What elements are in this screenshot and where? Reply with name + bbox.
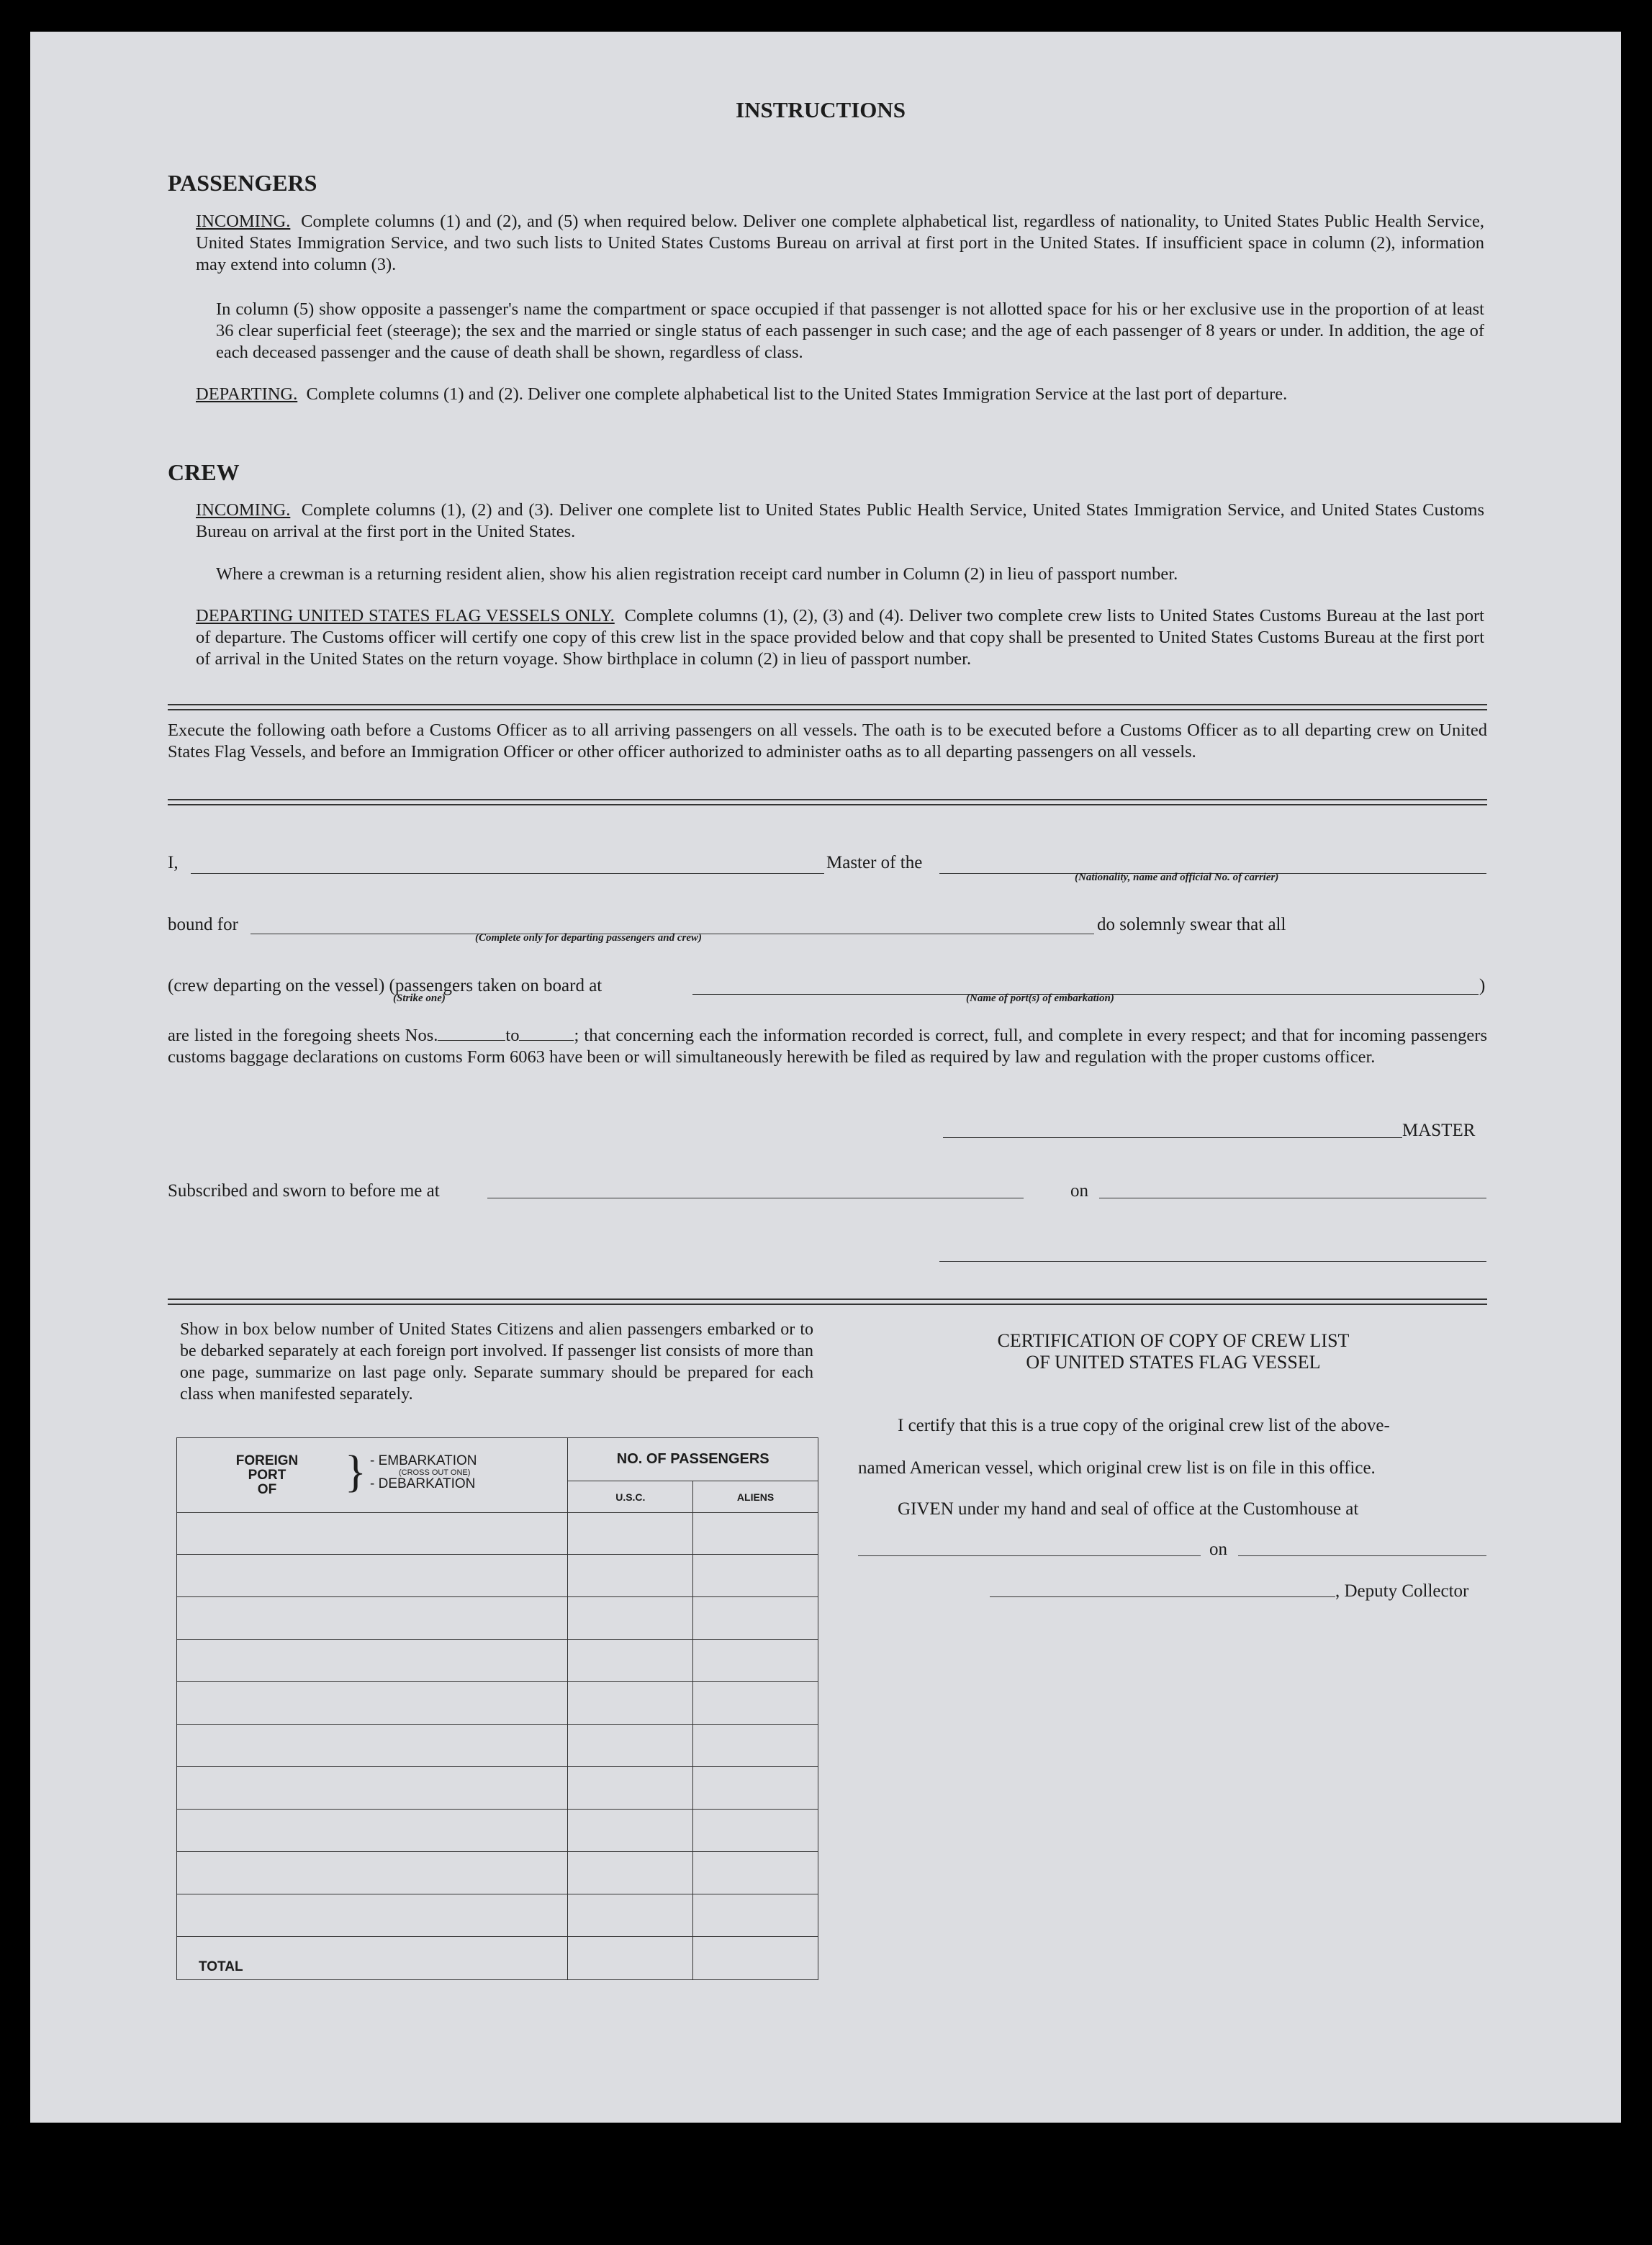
master-label: MASTER — [1402, 1121, 1476, 1140]
aliens-cell[interactable] — [693, 1725, 818, 1767]
passenger-summary-table — [176, 1437, 818, 1980]
aliens-cell[interactable] — [693, 1894, 818, 1937]
port-cell[interactable] — [177, 1555, 568, 1597]
cross-out-note: (CROSS OUT ONE) — [399, 1468, 471, 1477]
aliens-cell[interactable] — [693, 1767, 818, 1810]
sheet-to-field[interactable] — [519, 1040, 574, 1041]
crew-departing-paragraph — [196, 605, 1484, 670]
crew-passengers-label: (crew departing on the vessel) (passengers taken on board at — [168, 976, 602, 995]
certification-text-1: I certify that this is a true copy of the original crew list of the above- — [898, 1416, 1390, 1435]
passengers-departing-text: Complete columns (1) and (2). Deliver one complete alphabetical list to the United States Immigration Service at the last port of departure. — [306, 384, 1288, 404]
aliens-total-cell[interactable] — [693, 1937, 818, 1980]
departing-note: (Complete only for departing passengers and crew) — [475, 932, 702, 944]
oath-statement — [168, 1025, 1487, 1068]
port-cell[interactable] — [177, 1894, 568, 1937]
certification-on-label: on — [1209, 1540, 1227, 1559]
port-cell[interactable] — [177, 1640, 568, 1682]
master-of-the-label: Master of the — [826, 853, 923, 872]
passengers-departing-paragraph — [196, 384, 1484, 405]
header-port-cell — [177, 1438, 568, 1513]
crew-incoming-label: INCOMING. — [196, 500, 291, 520]
divider — [168, 704, 1487, 710]
crew-incoming-paragraph — [196, 500, 1484, 543]
usc-cell[interactable] — [568, 1725, 693, 1767]
port-cell[interactable] — [177, 1682, 568, 1725]
port-cell[interactable] — [177, 1597, 568, 1640]
certification-title-line2: OF UNITED STATES FLAG VESSEL — [1026, 1352, 1321, 1373]
passengers-incoming-text: Complete columns (1) and (2), and (5) when required below. Deliver one complete alphabetical list, regardless of nationality, to United States Public Health Service, United States Immigration Service, and two such lists to United States Customs Bureau on arrival at first port in the United States. If insufficient space in column (2), information may extend into column (3). — [196, 212, 1485, 274]
crew-departing-label: DEPARTING UNITED STATES FLAG VESSELS ONLY. — [196, 606, 615, 625]
on-label: on — [1070, 1181, 1088, 1201]
to-label: to — [505, 1026, 520, 1045]
aliens-cell[interactable] — [693, 1640, 818, 1682]
usc-cell[interactable] — [568, 1852, 693, 1894]
usc-cell[interactable] — [568, 1810, 693, 1852]
passengers-column5-paragraph: In column (5) show opposite a passenger's name the compartment or space occupied if that passenger is not allotted space for his or her exclusive use in the proportion of at least 36 clear superficial feet (steerage); the sex and the married or single status of each passenger in such case; and the age of each passenger of 8 years or under. In addition, the age of each deceased passenger and the cause of death shall be shown, regardless of class. — [216, 299, 1484, 362]
master-name-field[interactable] — [191, 873, 824, 874]
listed-text: ; that concerning each the information recorded is correct, full, and complete in every respect; and that for incoming passengers customs baggage declarations on customs Form 6063 have been or will simultaneously herewith be filed as required by law and regulation with the proper customs officer. — [168, 1026, 1487, 1067]
port-cell[interactable] — [177, 1513, 568, 1555]
subscribed-label: Subscribed and sworn to before me at — [168, 1181, 440, 1201]
embarkation-label: - EMBARKATION — [370, 1453, 477, 1468]
page-title: INSTRUCTIONS — [736, 97, 906, 122]
usc-cell[interactable] — [568, 1682, 693, 1725]
usc-header: U.S.C. — [568, 1481, 693, 1513]
oath-i-label: I, — [168, 853, 179, 872]
certification-date-field[interactable] — [1238, 1555, 1486, 1556]
deputy-signature-field[interactable] — [990, 1596, 1335, 1597]
summary-instruction: Show in box below number of United States Citizens and alien passengers embarked or to be debarked separately at each foreign port involved. If passenger list consists of more than one page, summarize on last page only. Separate summary should be prepared for each class when manifested separately. — [180, 1320, 813, 1404]
master-signature-field[interactable] — [943, 1137, 1402, 1138]
bound-for-label: bound for — [168, 915, 238, 934]
foreign-label: FOREIGN — [235, 1453, 299, 1468]
aliens-header: ALIENS — [693, 1481, 818, 1513]
usc-cell[interactable] — [568, 1597, 693, 1640]
crew-alien-paragraph: Where a crewman is a returning resident alien, show his alien registration receipt card number in Column (2) in lieu of passport number. — [216, 564, 1178, 584]
brace-icon: } — [345, 1447, 366, 1496]
port-label: PORT — [248, 1468, 286, 1483]
certification-given: GIVEN under my hand and seal of office at the Customhouse at — [898, 1499, 1359, 1519]
usc-cell[interactable] — [568, 1894, 693, 1937]
aliens-cell[interactable] — [693, 1555, 818, 1597]
close-paren: ) — [1479, 976, 1486, 995]
crew-departing-text: Complete columns (1), (2), (3) and (4). Deliver two complete crew lists to United States Customs Bureau at the last port of departure. The Customs officer will certify one copy of this crew list in the space provided below and that copy shall be presented to United States Customs Bureau at the first port of arrival in the United States on the return voyage. Show birthplace in column (2) in lieu of passport number. — [196, 606, 1484, 669]
usc-cell[interactable] — [568, 1555, 693, 1597]
passengers-incoming-paragraph — [196, 211, 1484, 276]
certification-title-line1: CERTIFICATION OF COPY OF CREW LIST — [997, 1330, 1350, 1351]
debarkation-label: - DEBARKATION — [370, 1476, 476, 1491]
deputy-collector-label: , Deputy Collector — [1335, 1581, 1469, 1601]
port-cell[interactable] — [177, 1767, 568, 1810]
certification-title — [857, 1330, 1490, 1373]
aliens-cell[interactable] — [693, 1513, 818, 1555]
aliens-cell[interactable] — [693, 1682, 818, 1725]
usc-cell[interactable] — [568, 1513, 693, 1555]
certification-text-2: named American vessel, which original crew list is on file in this office. — [858, 1458, 1376, 1478]
listed-label: are listed in the foregoing sheets Nos. — [168, 1026, 438, 1045]
usc-cell[interactable] — [568, 1767, 693, 1810]
of-label: OF — [257, 1482, 277, 1497]
strike-one-note: (Strike one) — [393, 993, 446, 1004]
divider — [168, 1298, 1487, 1305]
passengers-heading: PASSENGERS — [168, 170, 317, 196]
usc-cell[interactable] — [568, 1640, 693, 1682]
officer-signature-field[interactable] — [939, 1261, 1486, 1262]
port-cell[interactable] — [177, 1852, 568, 1894]
passengers-incoming-label: INCOMING. — [196, 212, 291, 231]
oath-instruction: Execute the following oath before a Customs Officer as to all arriving passengers on all vessels. The oath is to be executed before a Customs Officer as to all departing crew on United States Flag Vessels, and before an Immigration Officer or other officer authorized to administer oaths as to all departing passengers on all vessels. — [168, 721, 1487, 762]
passengers-departing-label: DEPARTING. — [196, 384, 298, 404]
port-cell[interactable] — [177, 1810, 568, 1852]
usc-total-cell[interactable] — [568, 1937, 693, 1980]
swear-label: do solemnly swear that all — [1097, 915, 1286, 934]
sheet-from-field[interactable] — [438, 1040, 505, 1041]
aliens-cell[interactable] — [693, 1852, 818, 1894]
carrier-note: (Nationality, name and official No. of carrier) — [1075, 872, 1279, 883]
ports-note: (Name of port(s) of embarkation) — [966, 993, 1114, 1004]
aliens-cell[interactable] — [693, 1810, 818, 1852]
crew-heading: CREW — [168, 459, 240, 485]
divider — [168, 799, 1487, 805]
total-label: TOTAL — [177, 1937, 568, 1980]
aliens-cell[interactable] — [693, 1597, 818, 1640]
port-cell[interactable] — [177, 1725, 568, 1767]
crew-incoming-text: Complete columns (1), (2) and (3). Deliver one complete list to United States Public Health Service, United States Immigration Service, and United States Customs Bureau on arrival at the first port in the United States. — [196, 500, 1485, 541]
no-passengers-header: NO. OF PASSENGERS — [568, 1438, 818, 1481]
customhouse-field[interactable] — [858, 1555, 1201, 1556]
